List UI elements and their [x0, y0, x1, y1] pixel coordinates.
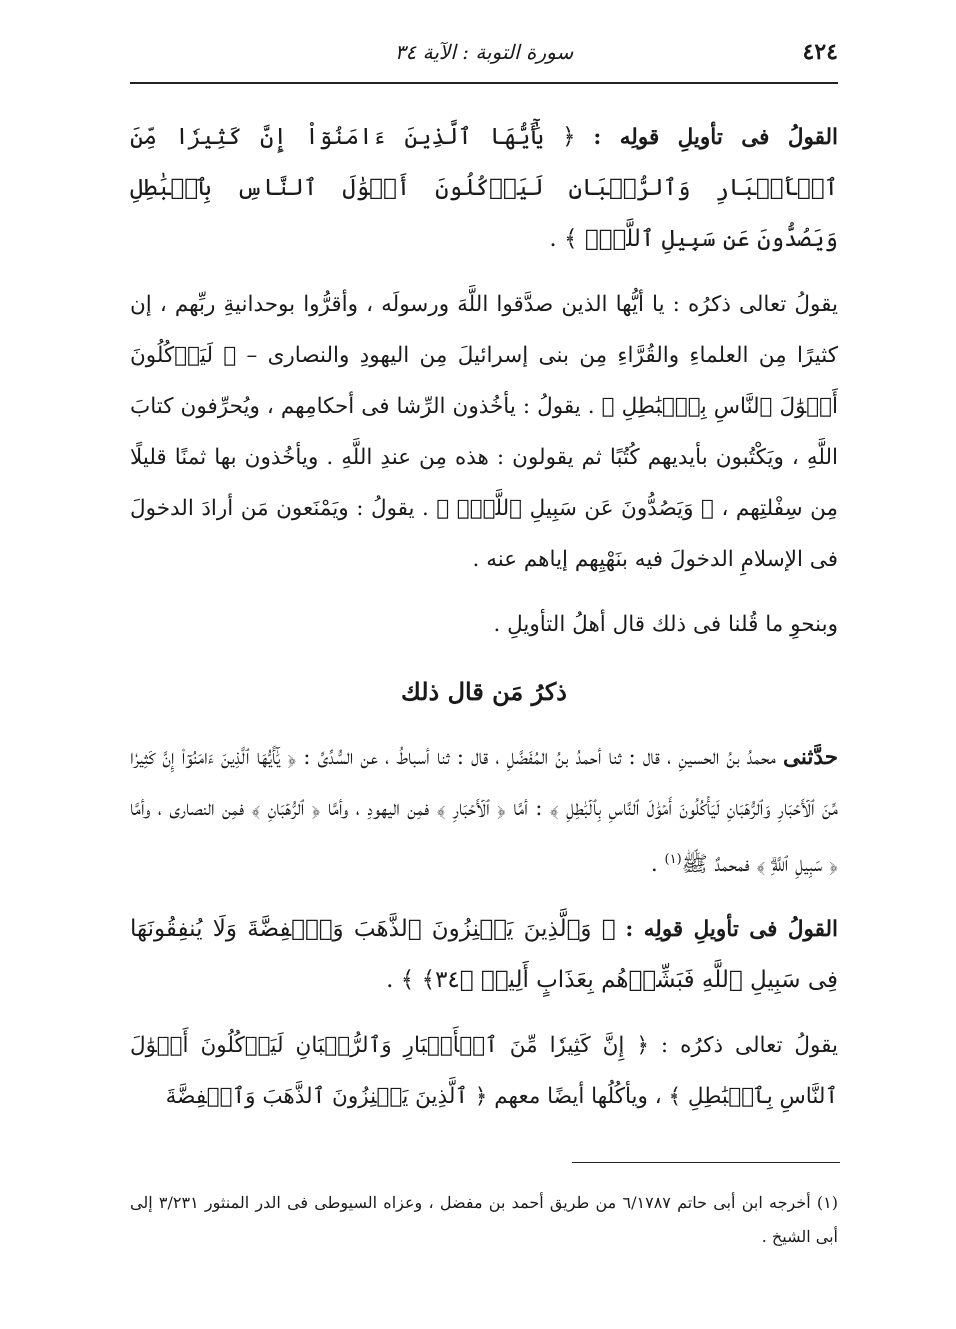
- page-header: [130, 30, 838, 74]
- main-text: [130, 112, 838, 1136]
- paragraph-tafsir-heading-1: [130, 112, 838, 265]
- paragraph-tail: .: [650, 852, 665, 878]
- footnote-reference[interactable]: (١): [664, 852, 682, 867]
- running-title: سورة التوبة : الآية ٣٤: [394, 40, 574, 64]
- quran-verse: ﴿ وَٱلَّذِينَ يَكۡنِزُونَ ٱلذَّهَبَ وَٱلۡفِضَّةَ وَلَا يُنفِقُونَهَا فِى سَبِيلِ ٱللَّهِ فَبَشِّرۡهُم بِعَذَابٍ أَلِيمٖ ﴿٣٤﴾ ﴾ .: [130, 916, 838, 994]
- page-number: ٤٢٤: [802, 39, 838, 65]
- paragraph-commentary-1: [130, 279, 838, 585]
- paragraph-narration: [130, 732, 838, 890]
- quran-verse: ﴿ يَٰٓأَيُّهَا ٱلَّذِينَ ءَامَنُوٓاْ إِنَّ كَثِيرٗا مِّنَ ٱلۡأَحۡبَارِ وَٱلرُّهۡبَانِ لَيَأۡكُلُونَ أَمۡوَٰلَ ٱلنَّاسِ بِٱلۡبَٰطِلِ وَيَصُدُّونَ عَن سَبِيلِ ٱللَّهِۗ ﴾ .: [130, 124, 838, 252]
- footnotes: [130, 1186, 838, 1254]
- paragraph-transition: [130, 599, 838, 650]
- paragraph-text: يقولُ تعالى ذكرُه : يا أيُّها الذين صدَّقوا اللَّهَ ورسولَه ، وأقرُّوا بوحدانيةِ ربِّهم ، إن كثيرًا مِن العلماءِ والقُرَّاءِ مِن بنى إسرائيلَ مِن اليهودِ والنصارى – ﴿ لَيَأۡكُلُونَ أَمۡوَٰلَ ٱلنَّاسِ بِٱلۡبَٰطِلِ ﴾ . يقولُ : يأخُذون الرِّشا فى أحكامِهم ، ويُحرِّفون كتابَ اللَّهِ ، ويَكْتُبون بأيديهم كُتُبًا ثم يقولون : هذه مِن عندِ اللَّهِ . ويأخُذون بها ثمنًا قليلًا مِن سِفْلتِهم ، ﴿ وَيَصُدُّونَ عَن سَبِيلِ ٱللَّهِۗ ﴾ . يقولُ : ويَمْنَعون مَن أرادَ الدخولَ فى الإسلامِ الدخولَ فيه بنَهْيِهم إياهم عنه .: [130, 292, 838, 572]
- paragraph-lead: القولُ فى تأويلِ قولِه :: [625, 917, 838, 943]
- paragraph-lead: القولُ فى تأويلِ قولِه :: [593, 125, 838, 150]
- paragraph-lead: حدَّثنى: [783, 745, 838, 770]
- paragraph-text: وبنحوِ ما قُلنا فى ذلك قال أهلُ التأويلِ .: [493, 612, 838, 637]
- paragraph-commentary-2: [130, 1020, 838, 1122]
- footnote-rule: [572, 1162, 840, 1163]
- footnote-item: (١) أخرجه ابن أبى حاتم ٦/١٧٨٧ من طريق أحمد بن مفضل ، وعزاه السيوطى فى الدر المنثور ٣/٢٣١ إلى أبى الشيخ .: [130, 1193, 839, 1246]
- paragraph-text: يقولُ تعالى ذكرُه : ﴿ إِنَّ كَثِيرٗا مِّنَ ٱلۡأَحۡبَارِ وَٱلرُّهۡبَانِ لَيَأۡكُلُونَ أَمۡوَٰلَ ٱلنَّاسِ بِٱلۡبَٰطِلِ ﴾ ، ويأكُلُها أيضًا معهم ﴿ ٱلَّذِينَ يَكۡنِزُونَ ٱلذَّهَبَ وَٱلۡفِضَّةَ: [130, 1033, 838, 1110]
- section-heading: ذكرُ مَن قال ذلك: [401, 677, 567, 706]
- header-rule: [130, 82, 838, 84]
- paragraph-text: محمدُ بنُ الحسينِ ، قال : ثنا أحمدُ بنُ المُفَضَّلِ ، قال : ثنا أسباطُ ، عن السُّدِّىِّ : ﴿ يَٰٓأَيُّهَا ٱلَّذِينَ ءَامَنُوٓاْ إِنَّ كَثِيرٗا مِّنَ ٱلۡأَحۡبَارِ وَٱلرُّهۡبَانِ لَيَأۡكُلُونَ أَمۡوَٰلَ ٱلنَّاسِ بِٱلۡبَٰطِلِ ﴾ : أمَّا ﴿ ٱلۡأَحۡبَارِ ﴾ فمِن اليهودِ ، وأمَّا ﴿ ٱلرُّهۡبَانِ ﴾ فمِن النصارى ، وأمَّا ﴿ سَبِيلِ ٱللَّهِۗ ﴾ فمحمدٌ ﷺ: [130, 745, 838, 878]
- paragraph-tafsir-heading-2: [130, 904, 838, 1006]
